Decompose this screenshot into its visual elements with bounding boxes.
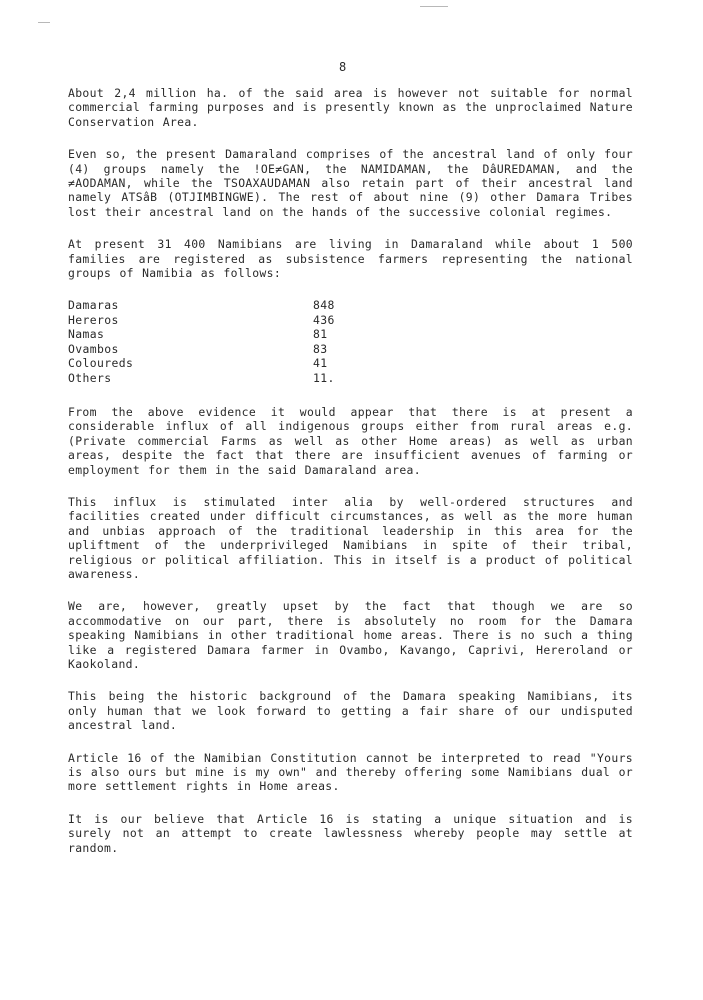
table-row: [68, 327, 358, 341]
group-name: Namas: [68, 327, 105, 342]
group-name: Coloureds: [68, 356, 134, 371]
paragraph-no-room: We are, however, greatly upset by the fact that though we are so accommodative on our part, there is absolutely no room for the Damara speaking Namibians in other traditional home areas. There is no such a thing like a registered Damara farmer in Ovambo, Kavango, Caprivi, Hereroland or Kaokoland.: [68, 599, 633, 671]
table-row: [68, 371, 358, 385]
document-body: [68, 86, 633, 873]
paragraph-article-16: Article 16 of the Namibian Constitution cannot be interpreted to read "Yours is also ours but mine is my own" and thereby offering some Namibians dual or more settlement rights in Home areas.: [68, 750, 633, 794]
paragraph-unique-situation: It is our believe that Article 16 is stating a unique situation and is surely not an attempt to create lawlessness whereby people may settle at random.: [68, 811, 633, 855]
population-table: [68, 298, 358, 384]
group-count: 41: [313, 356, 328, 371]
paragraph-influx-evidence: From the above evidence it would appear that there is at present a considerable influx of all indigenous groups either from rural areas e.g. (Private commercial Farms as well as other Home areas) as well as urban areas, despite the fact that there are insufficient avenues of farming or employment for them in the said Damaraland area.: [68, 404, 633, 477]
group-name: Hereros: [68, 312, 119, 327]
paragraph-population: At present 31 400 Namibians are living in Damaraland while about 1 500 families are registered as subsistence farmers representing the national groups of Namibia as follows:: [68, 237, 633, 281]
scan-mark-left: [38, 22, 50, 23]
group-count: 83: [313, 341, 328, 356]
table-row: [68, 298, 358, 312]
table-row: [68, 356, 358, 370]
group-count: 81: [313, 327, 328, 342]
group-name: Damaras: [68, 298, 119, 313]
paragraph-influx-stimulated: This influx is stimulated inter alia by well-ordered structures and facilities created under difficult circumstances, as well as the more human and unbias approach of the traditional leadership in this area for the upliftment of the underprivileged Namibians in spite of their tribal, religious or political affiliation. This in itself is a product of political awareness.: [68, 494, 633, 581]
scan-mark-center: [420, 6, 448, 7]
table-row: [68, 342, 358, 356]
group-name: Ovambos: [68, 341, 119, 356]
paragraph-ancestral-land: Even so, the present Damaraland comprises of the ancestral land of only four (4) groups namely the !OE≠GAN, the NAMIDAMAN, the DâUREDAMAN, and the ≠AODAMAN, while the TSOAXAUDAMAN also retain part of their ancestral land namely ATSâB (OTJIMBINGWE). The rest of about nine (9) other Damara Tribes lost their ancestral land on the hands of the successive colonial regimes.: [68, 147, 633, 219]
group-name: Others: [68, 370, 112, 385]
group-count: 11.: [313, 370, 335, 385]
table-row: [68, 313, 358, 327]
paragraph-historic-background: This being the historic background of the Damara speaking Namibians, its only human that we look forward to getting a fair share of our undisputed ancestral land.: [68, 689, 633, 733]
group-count: 436: [313, 312, 335, 327]
group-count: 848: [313, 298, 335, 313]
page-number: 8: [339, 60, 347, 74]
paragraph-unsuitable-area: About 2,4 million ha. of the said area is however not suitable for normal commercial farming purposes and is presently known as the unproclaimed Nature Conservation Area.: [68, 86, 633, 129]
